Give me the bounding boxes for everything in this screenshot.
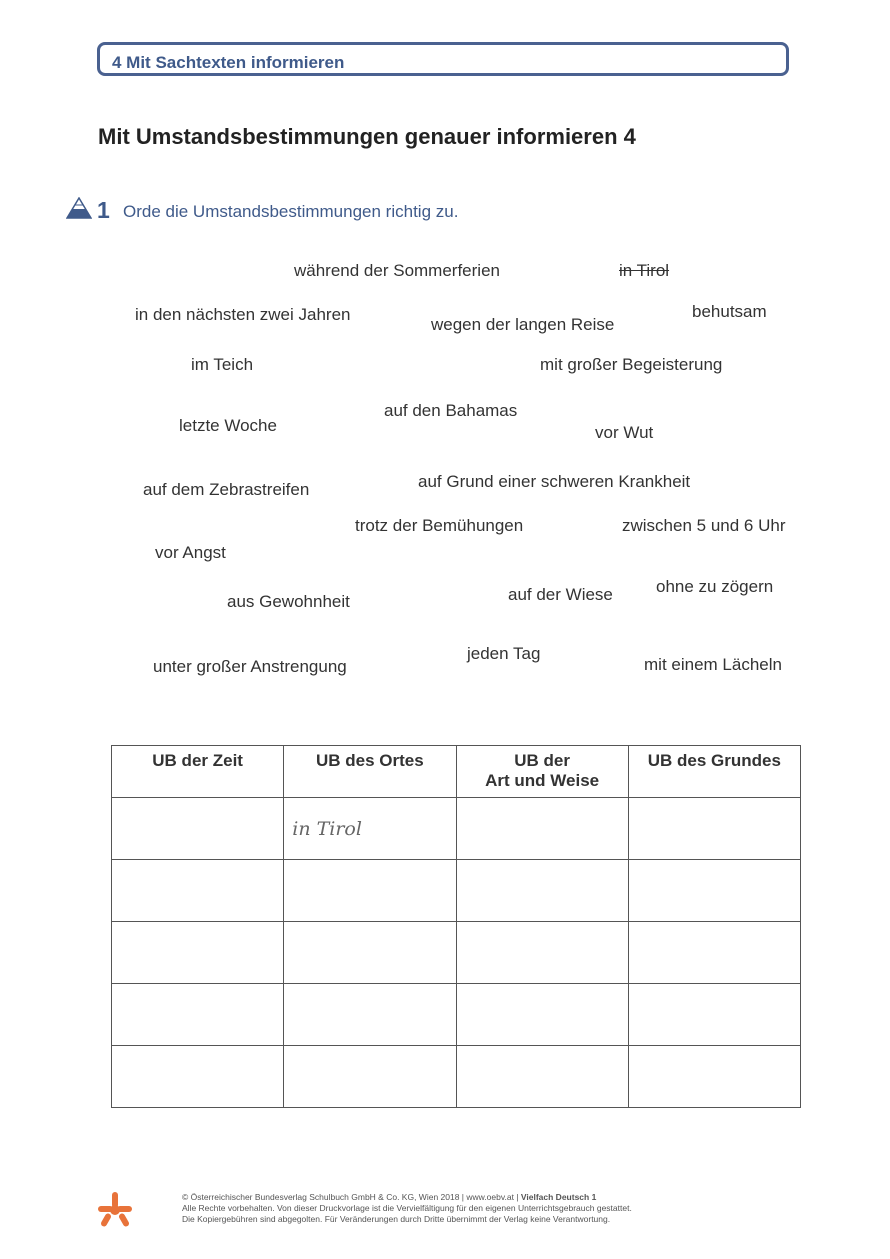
table-cell[interactable] [284, 984, 456, 1046]
phrase-item: vor Wut [595, 423, 654, 442]
column-header-manner: UB der Art und Weise [456, 746, 628, 798]
phrase-item: vor Angst [155, 543, 226, 562]
table-cell[interactable] [456, 984, 628, 1046]
phrase-item: trotz der Bemühungen [355, 516, 524, 535]
phrase-item: in den nächsten zwei Jahren [135, 305, 351, 324]
phrase-item: im Teich [191, 355, 254, 374]
table-row [112, 1046, 801, 1108]
phrase-item: jeden Tag [467, 644, 541, 663]
table-cell[interactable] [628, 984, 800, 1046]
table-cell[interactable] [628, 922, 800, 984]
column-header-time: UB der Zeit [112, 746, 284, 798]
task-instruction: Orde die Umstandsbestimmungen richtig zu. [123, 202, 459, 221]
table-cell[interactable] [284, 1046, 456, 1108]
phrase-item: auf den Bahamas [384, 401, 518, 420]
phrase-item: auf dem Zebrastreifen [143, 480, 310, 499]
table-cell[interactable] [112, 984, 284, 1046]
table-cell[interactable] [628, 1046, 800, 1108]
footer [182, 1192, 632, 1225]
column-header-reason: UB des Grundes [628, 746, 800, 798]
table-cell[interactable] [112, 860, 284, 922]
table-cell[interactable] [112, 922, 284, 984]
cell-entry: in Tirol [292, 817, 362, 840]
phrase-item: zwischen 5 und 6 Uhr [622, 516, 786, 535]
phrase-item: ohne zu zögern [656, 577, 774, 596]
table-cell[interactable] [456, 1046, 628, 1108]
phrase-item: während der Sommerferien [294, 261, 500, 280]
table-header-row [112, 746, 801, 798]
table-row [112, 860, 801, 922]
phrase-item: aus Gewohnheit [227, 592, 350, 611]
table-row [112, 798, 801, 860]
column-header-place: UB des Ortes [284, 746, 456, 798]
chapter-header [97, 42, 789, 76]
table-cell[interactable] [284, 798, 456, 860]
footer-line-1: © Österreichischer Bundesverlag Schulbuch GmbH & Co. KG, Wien 2018 | www.oebv.at | Vielfach Deutsch 1 [182, 1192, 597, 1202]
table-cell[interactable] [628, 860, 800, 922]
table-cell[interactable] [456, 860, 628, 922]
task-number: 1 [97, 197, 110, 223]
table-cell[interactable] [112, 798, 284, 860]
table-row [112, 984, 801, 1046]
phrase-item: unter großer Anstrengung [153, 657, 347, 676]
phrase-item: auf Grund einer schweren Krankheit [418, 472, 691, 491]
table-row [112, 922, 801, 984]
table-cell[interactable] [284, 922, 456, 984]
chapter-label: 4 Mit Sachtexten informieren [112, 53, 345, 72]
table-cell[interactable] [456, 922, 628, 984]
answer-table [111, 745, 801, 1108]
phrase-item: in Tirol [619, 261, 670, 280]
phrase-item: mit einem Lächeln [644, 655, 782, 674]
phrase-item: mit großer Begeisterung [540, 355, 723, 374]
page-title: Mit Umstandsbestimmungen genauer informieren 4 [98, 124, 636, 149]
footer-line-3: Die Kopiergebühren sind abgegolten. Für Veränderungen durch Dritte übernimmt der Verlag keine Verantwortung. [182, 1214, 611, 1224]
phrase-item: wegen der langen Reise [431, 315, 615, 334]
phrase-item: letzte Woche [179, 416, 277, 435]
table-cell[interactable] [456, 798, 628, 860]
difficulty-triangle-icon [66, 197, 92, 219]
table-cell[interactable] [112, 1046, 284, 1108]
phrase-item: auf der Wiese [508, 585, 613, 604]
publisher-logo [96, 1191, 134, 1229]
table-cell[interactable] [284, 860, 456, 922]
footer-line-2: Alle Rechte vorbehalten. Von dieser Druckvorlage ist die Vervielfältigung für den eigenen Unterrichtsgebrauch gestattet. [182, 1203, 632, 1213]
phrase-item: behutsam [692, 302, 767, 321]
table-cell[interactable] [628, 798, 800, 860]
